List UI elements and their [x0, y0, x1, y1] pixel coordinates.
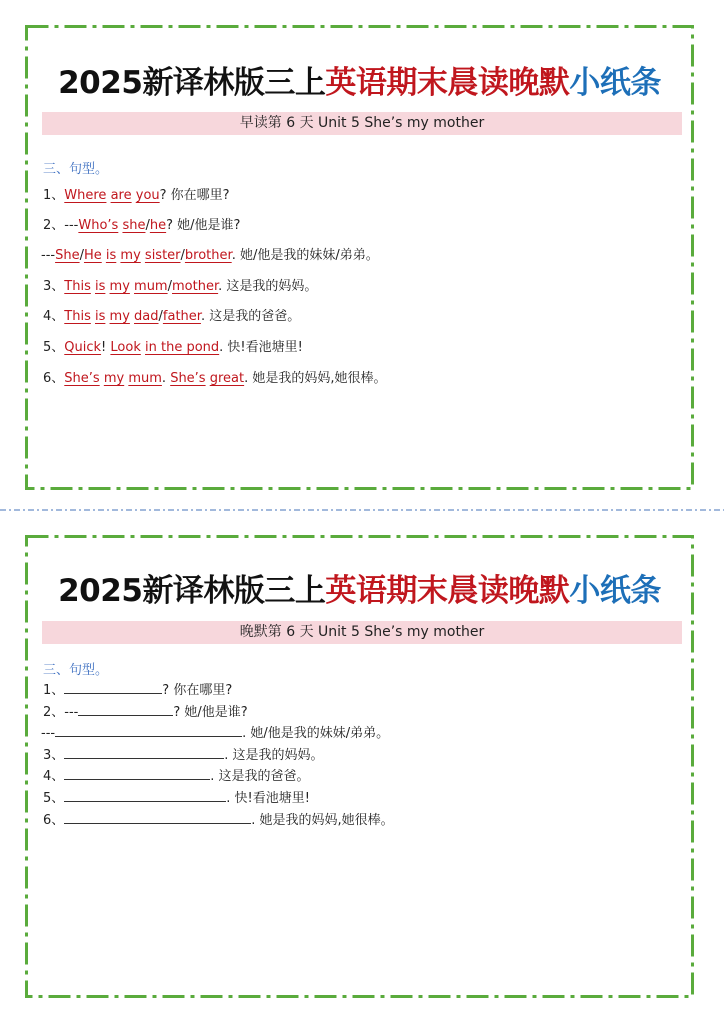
- chinese-translation: . 这是我的妈妈。: [218, 279, 318, 294]
- chinese-translation: ? 她/他是谁?: [166, 218, 241, 233]
- answer-blank[interactable]: [64, 680, 162, 694]
- title-part-3: 小纸条: [569, 65, 661, 101]
- english-word: He: [83, 248, 102, 263]
- chinese-prompt: . 这是我的妈妈。: [224, 748, 324, 763]
- english-word: sister: [144, 248, 181, 263]
- english-word: great: [209, 371, 245, 386]
- line-number: 1、: [43, 683, 65, 698]
- english-word: This: [64, 279, 91, 294]
- title-part-1: 2025新译林版三上: [58, 573, 326, 609]
- title-part-2: 英语期末晨读晚默: [325, 65, 570, 101]
- line-number: ---: [41, 248, 56, 263]
- morning-line-6: [43, 370, 387, 388]
- morning-line-3: [43, 278, 317, 296]
- morning-line-4: [43, 308, 300, 326]
- english-word: She’s: [64, 371, 100, 386]
- english-phrase: in the pond: [145, 340, 220, 355]
- english-word: father: [162, 309, 201, 324]
- title-part-3: 小纸条: [569, 573, 661, 609]
- line-number: 5、: [43, 340, 65, 355]
- english-word: is: [95, 279, 106, 294]
- morning-line-5: [43, 339, 303, 357]
- english-word: Where: [64, 188, 107, 203]
- separator: .: [161, 371, 167, 386]
- evening-line-2b: [41, 723, 389, 743]
- english-word: my: [120, 248, 141, 263]
- line-number: 6、: [43, 371, 65, 386]
- english-word: she: [122, 218, 146, 233]
- separator: /: [180, 248, 185, 263]
- morning-line-1: [43, 187, 230, 205]
- english-word: my: [109, 279, 130, 294]
- title-part-1: 2025新译林版三上: [58, 65, 326, 101]
- answer-blank[interactable]: [64, 810, 251, 824]
- line-number: 6、: [43, 813, 65, 828]
- english-word: my: [103, 371, 125, 386]
- english-word: Quick: [64, 340, 102, 355]
- english-word: Look: [110, 340, 141, 355]
- evening-card: [25, 535, 694, 998]
- evening-line-2: [43, 702, 248, 722]
- english-word: She’s: [170, 371, 206, 386]
- line-number: 1、: [43, 188, 65, 203]
- morning-line-2: [43, 217, 240, 235]
- separator: /: [158, 309, 163, 324]
- separator: /: [145, 218, 150, 233]
- separator: /: [79, 248, 84, 263]
- chinese-translation: ? 你在哪里?: [159, 188, 230, 203]
- evening-line-1: [43, 680, 232, 700]
- english-word: you: [135, 188, 160, 203]
- evening-section-heading: 三、句型。: [43, 663, 109, 678]
- line-number: 2、---: [43, 705, 79, 720]
- chinese-prompt: . 快!看池塘里!: [226, 791, 310, 806]
- chinese-prompt: ? 她/他是谁?: [173, 705, 248, 720]
- chinese-translation: . 她是我的妈妈,她很棒。: [244, 371, 387, 386]
- separator: !: [101, 340, 107, 355]
- line-number: 4、: [43, 309, 65, 324]
- english-word: She: [55, 248, 80, 263]
- morning-card: [25, 25, 694, 490]
- english-word: mother: [172, 279, 219, 294]
- answer-blank[interactable]: [64, 745, 224, 759]
- morning-title: [25, 57, 694, 102]
- evening-line-3: [43, 745, 324, 765]
- english-word: mum: [128, 371, 162, 386]
- english-word: brother: [184, 248, 232, 263]
- english-word: my: [109, 309, 130, 324]
- evening-title: [25, 565, 694, 610]
- chinese-prompt: . 这是我的爸爸。: [210, 769, 310, 784]
- line-number: 2、---: [43, 218, 79, 233]
- chinese-translation: . 快!看池塘里!: [219, 340, 303, 355]
- evening-line-6: [43, 810, 394, 830]
- english-word: is: [95, 309, 106, 324]
- english-word: are: [110, 188, 132, 203]
- english-word: mum: [134, 279, 168, 294]
- morning-line-2b: [41, 247, 379, 265]
- line-number: 4、: [43, 769, 65, 784]
- morning-banner: 早读第 6 天 Unit 5 She’s my mother: [42, 112, 682, 135]
- chinese-translation: . 这是我的爸爸。: [200, 309, 301, 324]
- answer-blank[interactable]: [64, 788, 226, 802]
- line-number: 3、: [43, 279, 65, 294]
- chinese-prompt: ? 你在哪里?: [162, 683, 233, 698]
- english-word: This: [64, 309, 91, 324]
- evening-line-4: [43, 766, 310, 786]
- evening-line-5: [43, 788, 310, 808]
- morning-section-heading: 三、句型。: [43, 162, 109, 177]
- title-part-2: 英语期末晨读晚默: [325, 573, 570, 609]
- answer-blank[interactable]: [55, 723, 242, 737]
- cut-divider: [0, 509, 724, 511]
- chinese-translation: . 她/他是我的妹妹/弟弟。: [231, 248, 379, 263]
- english-word: is: [105, 248, 117, 263]
- answer-blank[interactable]: [64, 766, 210, 780]
- separator: /: [167, 279, 172, 294]
- evening-banner: 晚默第 6 天 Unit 5 She’s my mother: [42, 621, 682, 644]
- line-number: ---: [41, 726, 56, 741]
- english-word: Who’s: [78, 218, 119, 233]
- english-word: dad: [134, 309, 159, 324]
- chinese-prompt: . 她/他是我的妹妹/弟弟。: [242, 726, 390, 741]
- line-number: 5、: [43, 791, 65, 806]
- line-number: 3、: [43, 748, 65, 763]
- answer-blank[interactable]: [78, 702, 173, 716]
- english-word: he: [149, 218, 167, 233]
- chinese-prompt: . 她是我的妈妈,她很棒。: [251, 813, 394, 828]
